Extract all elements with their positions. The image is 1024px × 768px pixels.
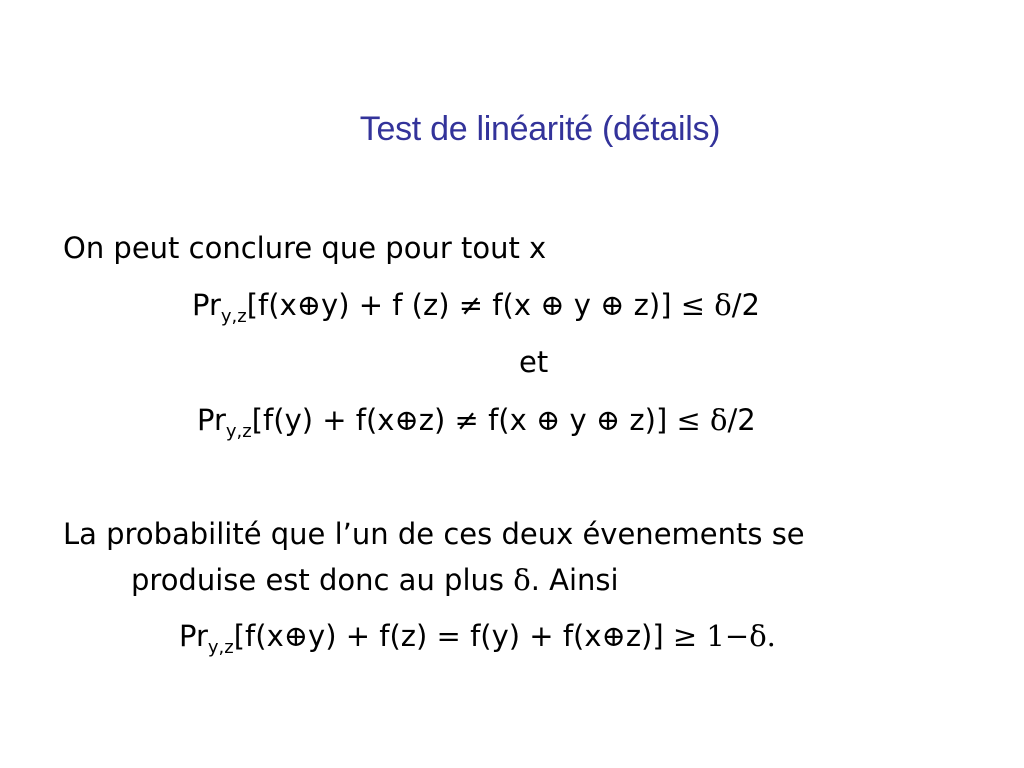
equation-2: [197, 403, 756, 442]
delta-symbol: δ: [714, 288, 732, 322]
oplus-symbol: ⊕: [283, 619, 309, 653]
oplus-symbol: ⊕: [296, 288, 322, 322]
geq-symbol: ≥: [672, 619, 698, 653]
oplus-symbol: ⊕: [601, 619, 626, 653]
eq1-pr: Pr: [192, 288, 221, 322]
slide-title: Test de linéarité (détails): [359, 110, 721, 148]
oplus-symbol: ⊕: [540, 288, 565, 322]
eq2-part-g: /2: [727, 403, 756, 437]
eq1-part-g: /2: [731, 288, 760, 322]
eq2-pr: Pr: [197, 403, 226, 437]
equation-3: [179, 619, 776, 658]
eq2-part-f: [701, 403, 710, 437]
paragraph-intro-text: On peut conclure que pour tout x: [63, 231, 547, 265]
oplus-symbol: ⊕: [600, 288, 625, 322]
minus-symbol: −: [724, 619, 750, 653]
delta-symbol: δ: [513, 563, 531, 597]
equation-1: [192, 288, 760, 327]
eq1-part-f: [705, 288, 714, 322]
eq3-part-d: z)]: [625, 619, 673, 653]
not-equal-symbol: ≠: [458, 288, 484, 322]
conjunction-et: [519, 345, 549, 379]
not-equal-symbol: ≠: [454, 403, 479, 437]
eq1-part-a: [f(x: [246, 288, 297, 322]
eq3-pr: Pr: [179, 619, 208, 653]
eq1-part-c: f(x: [483, 288, 541, 322]
paragraph-conclusion-text-2b: . Ainsi: [530, 563, 619, 597]
paragraph-intro: [63, 231, 547, 265]
eq3-part-f: .: [766, 619, 776, 653]
paragraph-conclusion-text-1: La probabilité que l’un de ces deux évenements se: [63, 517, 805, 551]
equals-symbol: =: [436, 619, 461, 653]
paragraph-conclusion-text-2a: produise est donc au plus: [131, 563, 514, 597]
delta-symbol: δ: [710, 403, 728, 437]
oplus-symbol: ⊕: [394, 403, 419, 437]
eq2-part-d: y: [560, 403, 596, 437]
eq2-part-e: z)]: [620, 403, 677, 437]
oplus-symbol: ⊕: [595, 403, 621, 437]
eq2-subscript: y,z: [225, 421, 252, 442]
paragraph-conclusion-line-1: [63, 517, 805, 551]
oplus-symbol: ⊕: [535, 403, 561, 437]
eq1-part-e: z)]: [624, 288, 681, 322]
et-text: et: [519, 345, 549, 379]
eq2-part-a: [f(y) + f(x: [251, 403, 395, 437]
eq3-subscript: y,z: [207, 637, 234, 658]
eq1-part-b: y) + f (z): [321, 288, 459, 322]
leq-symbol: ≤: [680, 288, 706, 322]
leq-symbol: ≤: [676, 403, 701, 437]
eq3-part-c: f(y) + f(x: [460, 619, 602, 653]
eq2-part-b: z): [418, 403, 455, 437]
eq3-part-b: y) + f(z): [308, 619, 437, 653]
paragraph-conclusion-line-2: [131, 563, 619, 597]
eq3-part-a: [f(x: [233, 619, 284, 653]
eq3-part-e: 1: [697, 619, 725, 653]
eq1-part-d: y: [564, 288, 601, 322]
eq2-part-c: f(x: [478, 403, 536, 437]
delta-symbol: δ: [749, 619, 767, 653]
eq1-subscript: y,z: [220, 306, 247, 327]
